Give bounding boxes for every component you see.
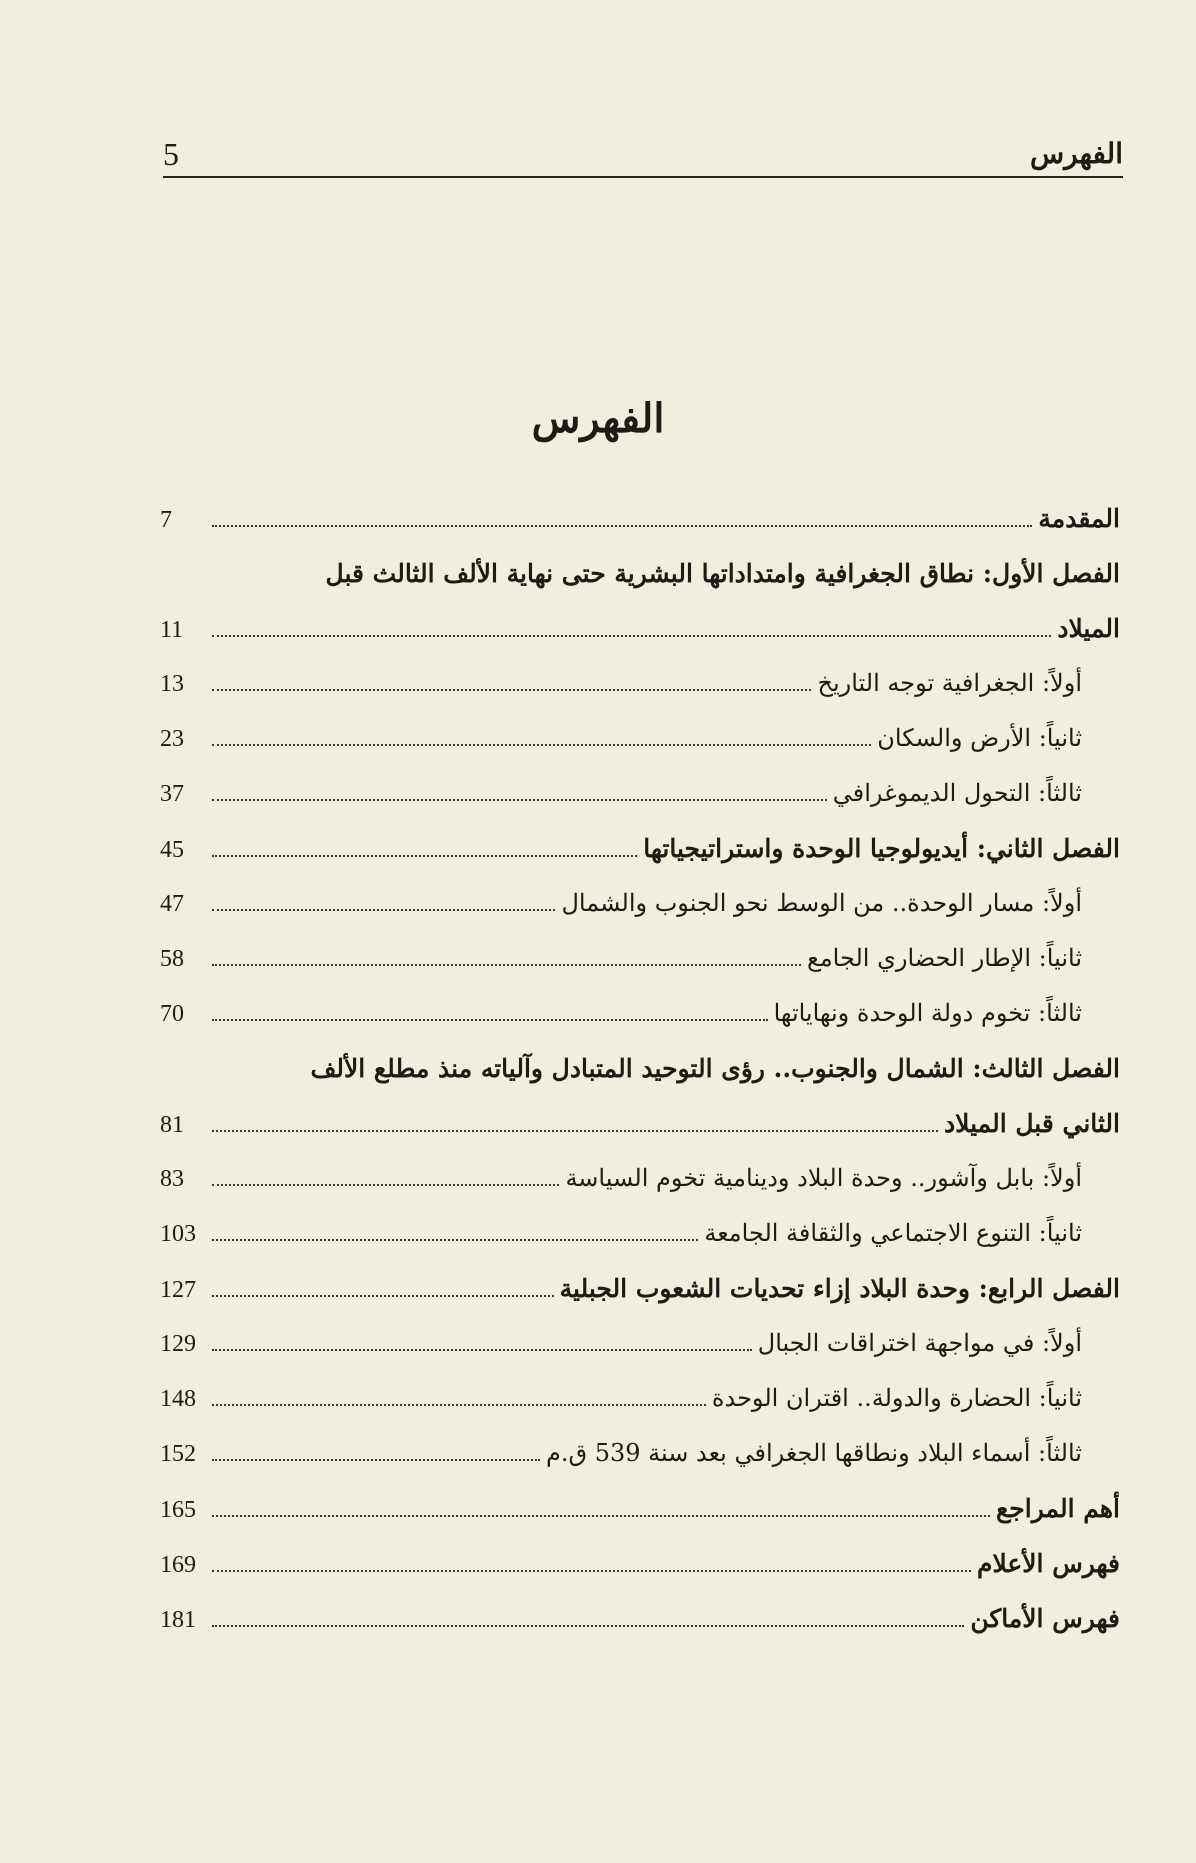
- toc-page-number: 45: [160, 837, 184, 863]
- toc-entry[interactable]: [160, 1427, 1120, 1482]
- toc-entry-line: [160, 657, 1120, 712]
- toc-entry[interactable]: [160, 1592, 1120, 1647]
- toc-entry-title: أولاً: مسار الوحدة.. من الوسط نحو الجنوب والشمال: [561, 889, 1082, 917]
- toc-entry-line: [160, 1317, 1120, 1372]
- toc-page-number: 165: [160, 1497, 196, 1523]
- toc-entry[interactable]: [160, 1482, 1120, 1537]
- toc-entry-title: ثانياً: التنوع الاجتماعي والثقافة الجامعة: [704, 1219, 1082, 1247]
- toc-entry-line: [160, 1152, 1120, 1207]
- toc-page-number: 58: [160, 946, 184, 972]
- toc-entry-line: [160, 1262, 1120, 1317]
- toc-entry-title: أولاً: في مواجهة اختراقات الجبال: [757, 1329, 1082, 1357]
- toc-entry-title: ثالثاً: تخوم دولة الوحدة ونهاياتها: [773, 999, 1082, 1027]
- toc-entry-title: ثالثاً: أسماء البلاد ونطاقها الجغرافي بعد سنة 539 ق.م: [545, 1439, 1082, 1467]
- toc-entry-title: أولاً: بابل وآشور.. وحدة البلاد ودينامية تخوم السياسة: [565, 1164, 1082, 1192]
- toc-entry-title-line1: الفصل الأول: نطاق الجغرافية وامتداداتها البشرية حتى نهاية الألف الثالث قبل: [325, 559, 1120, 588]
- toc-page-number: 152: [160, 1441, 196, 1467]
- toc-entry[interactable]: [160, 1152, 1120, 1207]
- toc-entry-line: [160, 1537, 1120, 1592]
- dot-leader: [212, 1001, 768, 1021]
- dot-leader: [212, 946, 801, 966]
- toc-entry[interactable]: [160, 712, 1120, 767]
- toc-page-number: 37: [160, 781, 184, 807]
- toc-entry[interactable]: [160, 1372, 1120, 1427]
- dot-leader: [212, 1552, 971, 1572]
- dot-leader: [212, 671, 811, 691]
- toc-entry-title: ثالثاً: التحول الديموغرافي: [832, 779, 1082, 807]
- toc-entry-title: فهرس الأعلام: [976, 1549, 1120, 1578]
- toc-entry-line: [160, 932, 1120, 987]
- dot-leader: [212, 1331, 752, 1351]
- toc-page-number: 81: [160, 1112, 184, 1138]
- toc-entry-line: [160, 822, 1120, 877]
- toc-title: الفهرس: [531, 395, 665, 442]
- dot-leader: [212, 1441, 540, 1461]
- dot-leader: [212, 1607, 964, 1627]
- toc-entry-title: الفصل الرابع: وحدة البلاد إزاء تحديات الشعوب الجبلية: [559, 1274, 1120, 1303]
- toc-page-number: 11: [160, 617, 184, 643]
- toc-entry-line: [160, 1097, 1120, 1152]
- dot-leader: [212, 781, 827, 801]
- toc-entry-line: [160, 602, 1120, 657]
- toc-page-number: 148: [160, 1386, 196, 1412]
- toc-page-number: 47: [160, 891, 184, 917]
- dot-leader: [212, 1386, 706, 1406]
- toc-page-number: 103: [160, 1221, 196, 1247]
- toc-entry[interactable]: [160, 1537, 1120, 1592]
- dot-leader: [212, 1497, 990, 1517]
- toc-entry[interactable]: [160, 877, 1120, 932]
- toc-entry-line: [160, 987, 1120, 1042]
- toc-page-number: 127: [160, 1277, 196, 1303]
- table-of-contents: [160, 492, 1120, 1647]
- toc-entry-line: [160, 1592, 1120, 1647]
- header-page-number: 5: [163, 136, 179, 172]
- toc-entry[interactable]: [160, 547, 1120, 657]
- toc-entry[interactable]: [160, 1317, 1120, 1372]
- toc-entry[interactable]: [160, 1207, 1120, 1262]
- toc-entry[interactable]: [160, 657, 1120, 712]
- toc-page-number: 13: [160, 671, 184, 697]
- toc-entry[interactable]: [160, 1262, 1120, 1317]
- toc-entry-title: الثاني قبل الميلاد: [944, 1109, 1120, 1138]
- header-title: الفهرس: [1029, 137, 1123, 170]
- dot-leader: [212, 617, 1051, 637]
- toc-entry-title-line1: الفصل الثالث: الشمال والجنوب.. رؤى التوحيد المتبادل وآلياته منذ مطلع الألف: [310, 1054, 1120, 1083]
- toc-page-number: 169: [160, 1552, 196, 1578]
- toc-entry-line: [160, 1207, 1120, 1262]
- running-header: [163, 122, 1123, 174]
- toc-page-number: 7: [160, 507, 172, 533]
- toc-entry[interactable]: [160, 987, 1120, 1042]
- toc-entry-title: الميلاد: [1057, 614, 1120, 643]
- toc-entry-line: [160, 767, 1120, 822]
- toc-entry-title: فهرس الأماكن: [970, 1604, 1120, 1633]
- toc-entry-title: المقدمة: [1038, 504, 1120, 533]
- toc-entry-title: أولاً: الجغرافية توجه التاريخ: [817, 669, 1082, 697]
- toc-entry-line: [160, 1372, 1120, 1427]
- toc-entry-line: [160, 712, 1120, 767]
- toc-entry[interactable]: [160, 492, 1120, 547]
- header-rule: [163, 176, 1123, 178]
- toc-page-number: 70: [160, 1001, 184, 1027]
- dot-leader: [212, 507, 1032, 527]
- toc-entry[interactable]: [160, 822, 1120, 877]
- toc-page-number: 83: [160, 1166, 184, 1192]
- toc-entry[interactable]: [160, 1042, 1120, 1152]
- dot-leader: [212, 837, 637, 857]
- dot-leader: [212, 726, 871, 746]
- toc-entry-line: [160, 1482, 1120, 1537]
- dot-leader: [212, 891, 555, 911]
- dot-leader: [212, 1277, 554, 1297]
- toc-page-number: 181: [160, 1607, 196, 1633]
- dot-leader: [212, 1166, 559, 1186]
- toc-entry[interactable]: [160, 767, 1120, 822]
- toc-entry-line: [160, 877, 1120, 932]
- toc-page-number: 23: [160, 726, 184, 752]
- dot-leader: [212, 1112, 938, 1132]
- dot-leader: [212, 1221, 698, 1241]
- toc-entry[interactable]: [160, 932, 1120, 987]
- toc-entry-line: [160, 492, 1120, 547]
- toc-entry-line: [160, 1427, 1120, 1482]
- toc-page-number: 129: [160, 1331, 196, 1357]
- toc-entry-title: ثانياً: الأرض والسكان: [877, 724, 1082, 752]
- toc-entry-title: ثانياً: الحضارة والدولة.. اقتران الوحدة: [711, 1384, 1082, 1412]
- toc-entry-title: أهم المراجع: [996, 1494, 1120, 1523]
- toc-entry-title: ثانياً: الإطار الحضاري الجامع: [807, 944, 1082, 972]
- toc-entry-title: الفصل الثاني: أيديولوجيا الوحدة واستراتيجياتها: [643, 834, 1120, 863]
